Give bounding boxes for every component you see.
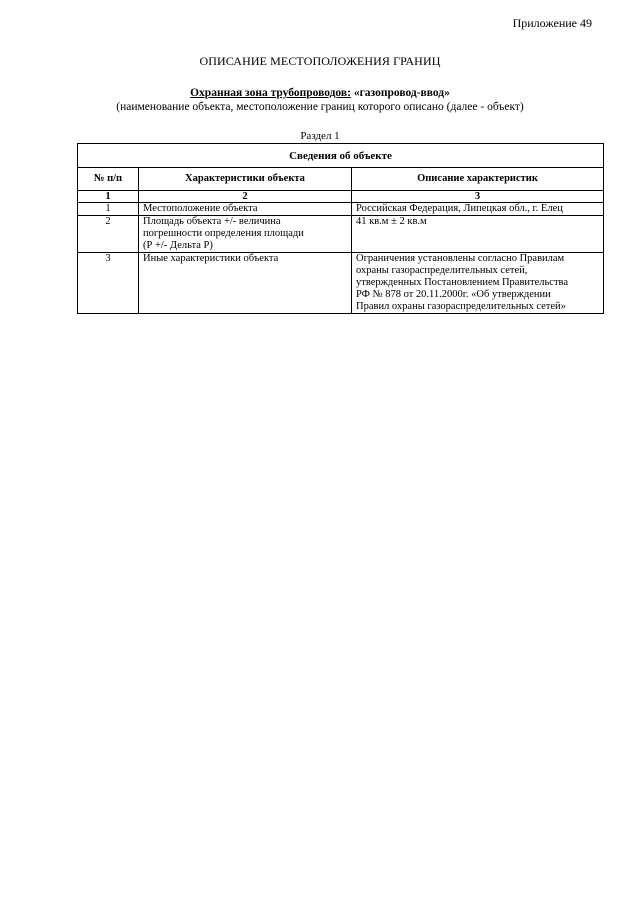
table-row: [78, 203, 604, 216]
table-caption-row: [78, 144, 604, 168]
table-header-row: [78, 168, 604, 191]
object-name-prefix: Охранная зона трубопроводов:: [190, 87, 351, 99]
table-caption: Сведения об объекте: [78, 144, 604, 168]
header-characteristic: Характеристики объекта: [139, 168, 352, 191]
table-row: [78, 216, 604, 253]
row-number: 3: [78, 253, 139, 314]
table-numbering-row: [78, 191, 604, 203]
column-number-2: 2: [139, 191, 352, 203]
document-title: ОПИСАНИЕ МЕСТОПОЛОЖЕНИЯ ГРАНИЦ: [199, 54, 441, 68]
section-label: Раздел 1: [300, 130, 340, 142]
row-number: 2: [78, 216, 139, 253]
row-characteristic: Местоположение объекта: [139, 203, 352, 216]
table-row: [78, 253, 604, 314]
column-number-1: 1: [78, 191, 139, 203]
header-number: № п/п: [78, 168, 139, 191]
row-description: Российская Федерация, Липецкая обл., г. Елец: [352, 203, 604, 216]
row-description: 41 кв.м ± 2 кв.м: [352, 216, 604, 253]
column-number-3: 3: [352, 191, 604, 203]
appendix-label: Приложение 49: [512, 16, 592, 30]
object-caption: (наименование объекта, местоположение границ которого описано (далее - объект): [116, 101, 524, 113]
row-description: Ограничения установлены согласно Правилам охраны газораспределительных сетей, утвержденных Постановлением Правительства РФ № 878 от 20.11.2000г. «Об утверждении Правил охраны газораспределительных сетей»: [352, 253, 604, 314]
row-number: 1: [78, 203, 139, 216]
object-info-table: [77, 143, 604, 314]
object-name-value: «газопровод-ввод»: [350, 87, 450, 99]
object-name: [0, 86, 640, 100]
header-description: Описание характеристик: [352, 168, 604, 191]
row-characteristic: Иные характеристики объекта: [139, 253, 352, 314]
row-characteristic: Площадь объекта +/- величина погрешности определения площади (Р +/- Дельта Р): [139, 216, 352, 253]
